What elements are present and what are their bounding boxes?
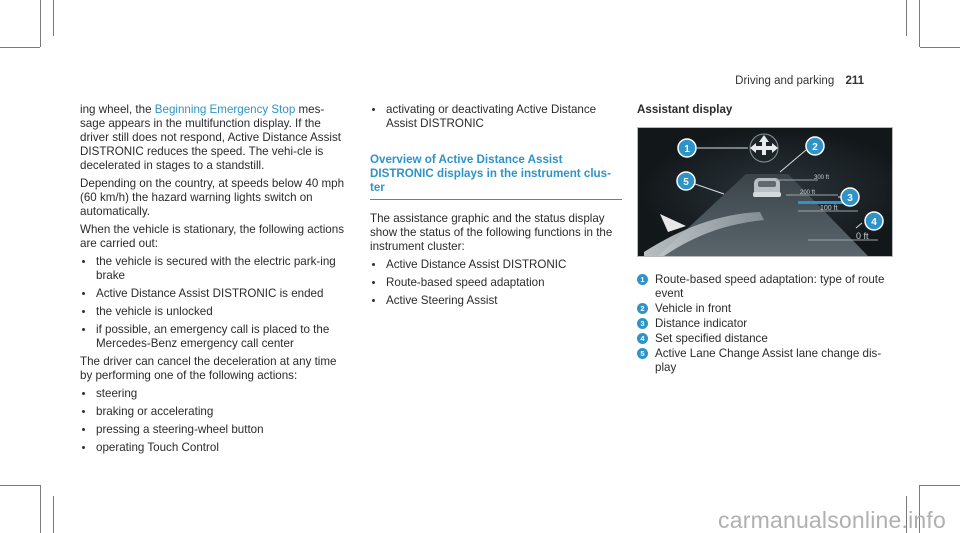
distance-label-0: 0 ft — [856, 231, 869, 241]
list-item: pressing a steering-wheel button — [80, 423, 348, 437]
bullet-list — [370, 103, 622, 131]
legend-item — [637, 317, 893, 331]
svg-text:3: 3 — [847, 193, 853, 204]
legend-text: Active Lane Change Assist lane change dis-play — [655, 347, 882, 374]
legend-text: Vehicle in front — [655, 302, 732, 315]
legend-item — [637, 332, 893, 346]
bullet-list — [370, 258, 622, 308]
crop-mark — [0, 47, 40, 48]
beginning-emergency-stop-link[interactable]: Beginning Emergency Stop — [154, 103, 296, 116]
paragraph: The assistance graphic and the status display show the status of the following functions in the instrument cluster: — [370, 212, 613, 253]
distance-label-300: 300 ft — [814, 175, 830, 181]
crop-mark — [919, 0, 920, 47]
legend-text: Set specified distance — [655, 332, 768, 345]
set-distance-bar — [798, 201, 846, 204]
running-head — [735, 74, 864, 88]
list-item: steering — [80, 387, 348, 401]
legend-number: 3 — [637, 318, 648, 329]
section-heading: Overview of Active Distance Assist DISTRONIC displays in the instrument clus-ter — [370, 153, 611, 194]
legend-item — [637, 347, 893, 375]
paragraph: The driver can cancel the deceleration at any time by performing one of the following actions: — [80, 355, 337, 382]
list-item: Route-based speed adaptation — [370, 276, 622, 290]
legend-item — [637, 302, 893, 316]
heading-rule — [370, 199, 622, 200]
marker-1 — [678, 139, 696, 157]
callout-line — [856, 223, 862, 228]
list-item: Active Steering Assist — [370, 294, 622, 308]
list-item: Active Distance Assist DISTRONIC — [370, 258, 622, 272]
distance-label-200: 200 ft — [800, 190, 816, 196]
bullet-list — [80, 255, 348, 351]
distance-label-100: 100 ft — [820, 205, 838, 212]
bullet-list — [80, 387, 348, 455]
callout-line — [695, 184, 724, 194]
column-left — [80, 103, 348, 459]
legend-number: 2 — [637, 303, 648, 314]
assistant-display-image — [637, 127, 893, 257]
crop-mark — [920, 485, 960, 486]
svg-text:2: 2 — [812, 142, 818, 153]
legend-item — [637, 273, 893, 301]
crop-mark — [40, 485, 41, 533]
assistant-display-graphic — [638, 128, 892, 256]
route-event-icon — [750, 134, 778, 162]
callout-line — [780, 150, 806, 172]
list-item: Active Distance Assist DISTRONIC is ended — [80, 287, 348, 301]
list-item: if possible, an emergency call is placed to the Mercedes-Benz emergency call center — [80, 323, 348, 351]
legend-number: 4 — [637, 333, 648, 344]
crop-mark — [0, 485, 40, 486]
paragraph: When the vehicle is stationary, the following actions are carried out: — [80, 223, 345, 250]
marker-4 — [865, 212, 883, 230]
list-item: the vehicle is secured with the electric park-ing brake — [80, 255, 348, 283]
list-item: braking or accelerating — [80, 405, 348, 419]
watermark: carmanualsonline.info — [718, 507, 946, 533]
section-title: Driving and parking — [735, 75, 835, 87]
crop-mark — [920, 47, 960, 48]
svg-text:1: 1 — [684, 144, 690, 155]
column-right — [637, 103, 893, 376]
column-middle — [370, 103, 622, 312]
text: ing wheel, the — [80, 103, 155, 116]
marker-3 — [841, 188, 859, 206]
page-number: 211 — [845, 75, 864, 87]
vehicle-in-front-icon — [753, 178, 781, 197]
legend-number: 1 — [637, 274, 648, 285]
legend-number: 5 — [637, 348, 648, 359]
legend-text: Route-based speed adaptation: type of route event — [655, 273, 885, 300]
marker-5 — [677, 172, 695, 190]
crop-mark — [40, 0, 41, 47]
svg-text:4: 4 — [871, 217, 877, 228]
crop-mark — [53, 0, 54, 36]
list-item: activating or deactivating Active Distance Assist DISTRONIC — [370, 103, 622, 131]
text: mes-sage appears in the multifunction display. If the driver still does not respond, Active Distance Assist DISTRONIC reduces the speed. The vehi-cle is decelerated in stages to a standstill. — [80, 103, 341, 172]
svg-text:5: 5 — [683, 177, 689, 188]
marker-2 — [806, 137, 824, 155]
legend-list — [637, 273, 893, 375]
list-item: the vehicle is unlocked — [80, 305, 348, 319]
lane-change-arrow-icon — [660, 214, 686, 232]
list-item: operating Touch Control — [80, 441, 348, 455]
paragraph — [80, 103, 348, 173]
crop-mark — [906, 0, 907, 36]
legend-text: Distance indicator — [655, 317, 748, 330]
crop-mark — [53, 496, 54, 533]
paragraph: Depending on the country, at speeds below 40 mph (60 km/h) the hazard warning lights switch on automatically. — [80, 177, 345, 218]
assistant-display-heading: Assistant display — [637, 103, 733, 116]
